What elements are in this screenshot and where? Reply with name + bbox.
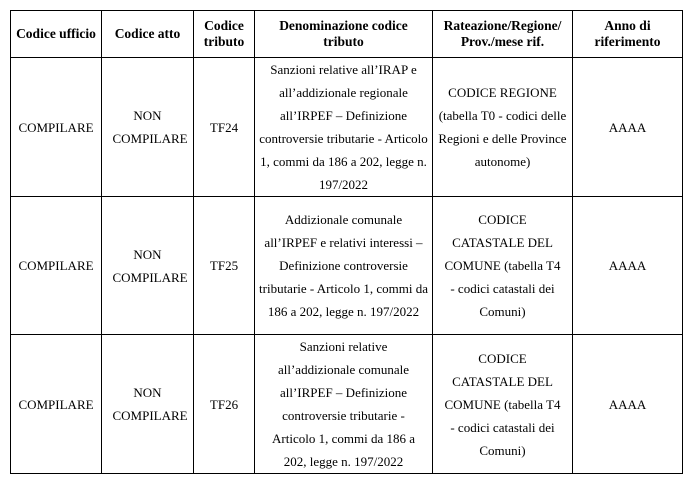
cell-codice-tributo: TF24 xyxy=(194,58,255,197)
table-row xyxy=(11,197,683,335)
cell-denominazione: Addizionale comunale all’IRPEF e relativi interessi – Definizione controversie tributarie - Articolo 1, commi da 186 a 202, legge n. 197/2022 xyxy=(255,197,433,335)
cell-codice-atto xyxy=(102,335,194,474)
cell-rateazione: CODICE REGIONE (tabella T0 - codici delle Regioni e delle Province autonome) xyxy=(433,58,573,197)
tax-codes-table xyxy=(10,10,683,474)
cell-denominazione: Sanzioni relative all’IRAP e all’addizionale regionale all’IRPEF – Definizione controversie tributarie - Articolo 1, commi da 186 a 202, legge n. 197/2022 xyxy=(255,58,433,197)
header-row xyxy=(11,11,683,58)
cell-codice-tributo: TF25 xyxy=(194,197,255,335)
cell-anno: AAAA xyxy=(573,58,683,197)
header-codice-atto: Codice atto xyxy=(102,11,194,58)
cell-rateazione-text: CODICE CATASTALE DEL COMUNE (tabella T4 - codici catastali dei Comuni) xyxy=(444,350,561,458)
cell-codice-atto-text: NON COMPILARE xyxy=(112,246,188,285)
cell-anno: AAAA xyxy=(573,197,683,335)
header-codice-ufficio: Codice ufficio xyxy=(11,11,102,58)
header-rateazione: Rateazione/Regione/ Prov./mese rif. xyxy=(433,11,573,58)
cell-rateazione-text: CODICE CATASTALE DEL COMUNE (tabella T4 - codici catastali dei Comuni) xyxy=(444,212,561,319)
table-row xyxy=(11,58,683,197)
header-denominazione: Denominazione codice tributo xyxy=(255,11,433,58)
cell-rateazione xyxy=(433,197,573,335)
cell-codice-ufficio: COMPILARE xyxy=(11,58,102,197)
cell-anno: AAAA xyxy=(573,335,683,474)
cell-codice-atto-text: NON COMPILARE xyxy=(112,385,188,423)
cell-denominazione xyxy=(255,335,433,474)
cell-denominazione-text: Sanzioni relative all’addizionale comunale all’IRPEF – Definizione controversie tributarie - Articolo 1, commi da 186 a 202, legge n. 197/2022 xyxy=(272,339,415,469)
cell-codice-ufficio: COMPILARE xyxy=(11,335,102,474)
cell-codice-ufficio: COMPILARE xyxy=(11,197,102,335)
cell-codice-atto-text: NON COMPILARE xyxy=(112,108,188,146)
header-codice-tributo: Codice tributo xyxy=(194,11,255,58)
cell-codice-atto xyxy=(102,197,194,335)
cell-codice-tributo: TF26 xyxy=(194,335,255,474)
cell-codice-atto xyxy=(102,58,194,197)
header-anno: Anno di riferimento xyxy=(573,11,683,58)
cell-rateazione xyxy=(433,335,573,474)
table-row xyxy=(11,335,683,474)
